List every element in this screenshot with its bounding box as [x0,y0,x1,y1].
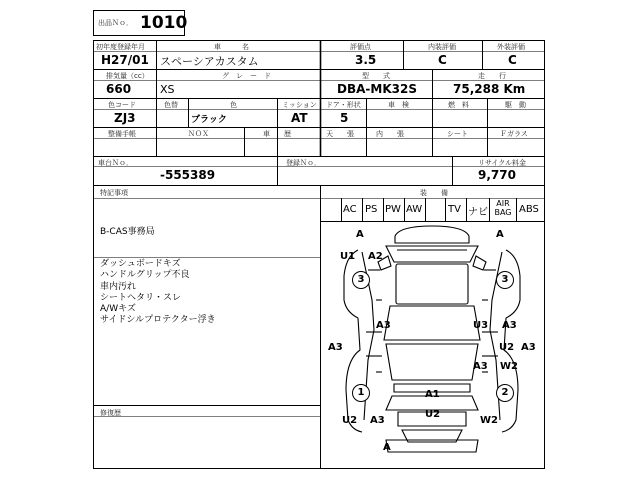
displacement-value: 660 [106,82,132,96]
inspection-label: 車 検 [388,101,409,109]
door-shape-label: ドア・形状 [326,101,361,109]
color-code-value: ZJ3 [114,111,136,125]
damage-mark: A3 [521,342,536,353]
door-value: 5 [340,111,349,125]
tire-circle: 1 [352,384,370,402]
damage-mark: A3 [328,342,343,353]
color-system-label: 色替 [164,101,178,109]
color-code-label: 色コード [108,101,136,109]
lot-number: 1010 [140,13,188,33]
chassis-value: -555389 [160,168,216,182]
color-label: 色 [230,101,237,109]
model-label: 型 式 [362,72,390,80]
notes-first-line: B-CAS事務局 [100,227,155,237]
mileage-label: 走 行 [478,72,506,80]
equipment-navi: ナビ [468,207,488,218]
equipment-aw: AW [406,204,423,215]
damage-mark: U2 [499,342,515,353]
exterior-label: 外装評価 [497,43,525,51]
equipment-pw: PW [385,204,401,215]
tire-circle: 3 [496,271,514,289]
damage-mark: A [356,229,364,240]
damage-mark: A [383,442,391,453]
displacement-label: 排気量（cc） [106,72,149,80]
damage-mark: A3 [370,415,385,426]
equipment-ac: AC [343,204,357,215]
equipment-abs: ABS [519,204,539,215]
grade-label: グ レ ー ド [222,72,271,80]
grade-value: XS [160,83,175,96]
registration-label: 登録Ｎｏ． [286,159,321,167]
equipment-airbag: AIR BAG [494,199,512,217]
exterior-value: C [508,53,517,67]
note-line: 車内汚れ [100,281,137,292]
interior-value: C [438,53,447,67]
history-label: 車 歴 [263,130,291,138]
damage-mark: U1 [340,251,356,262]
chassis-label: 車台Ｎｏ． [98,159,133,167]
repair-history-label: 修復歴 [100,409,121,417]
model-value: DBA-MK32S [337,82,417,96]
car-name-label: 車 名 [214,43,249,51]
damage-mark: A2 [368,251,383,262]
equipment-row [320,198,545,221]
seat-label: シート [447,130,468,138]
damage-mark: A3 [502,320,517,331]
first-registration-label: 初年度登録年月 [96,43,145,51]
tire-circle: 2 [496,384,514,402]
drive-label: 駆 動 [505,101,526,109]
note-line: A/Wキズ [100,304,136,315]
score-label: 評価点 [350,43,371,51]
notes-label: 特記事項 [100,189,128,197]
damage-mark: U2 [342,415,358,426]
note-line: ダッシュボードキズ [100,259,181,269]
damage-mark: A3 [376,320,391,331]
equipment-label: 装 備 [420,189,448,197]
interior-label: 内装評価 [428,43,456,51]
first-registration-value: H27/01 [101,53,149,67]
car-name-value: スペーシアカスタム [160,55,259,68]
mileage-value: 75,288 Km [453,82,526,96]
damage-mark: W2 [500,361,518,372]
equipment-ps: PS [365,204,378,215]
note-line: シートヘタリ・スレ [100,292,182,303]
equipment-tv: TV [448,204,461,215]
note-line: サイドシルプロテクター浮き [100,315,216,326]
front-glass-label: Ｆガラス [500,130,528,138]
nox-label: ＮＯＸ [188,130,209,138]
tire-circle: 3 [352,271,370,289]
color-value: ブラック [191,115,227,125]
damage-mark: W2 [480,415,498,426]
note-line: ハンドルグリップ不良 [100,270,190,281]
recycle-label: リサイクル料金 [478,159,527,167]
maintenance-book-label: 整備手帳 [108,130,136,138]
fuel-label: 燃 料 [448,101,469,109]
notes-list [100,259,216,327]
mission-value: AT [291,111,308,125]
lot-number-label: 出品Ｎｏ． [98,19,133,27]
roof-lining-label: 天 張 [326,130,354,138]
recycle-value: 9,770 [478,168,516,182]
damage-mark: U2 [425,409,441,420]
damage-mark: U3 [473,320,489,331]
damage-mark: A1 [425,389,440,400]
mission-label: ミッション [282,101,317,109]
inner-lining-label: 内 張 [376,130,404,138]
damage-mark: A3 [473,361,488,372]
score-value: 3.5 [355,53,377,67]
damage-mark: A [496,229,504,240]
